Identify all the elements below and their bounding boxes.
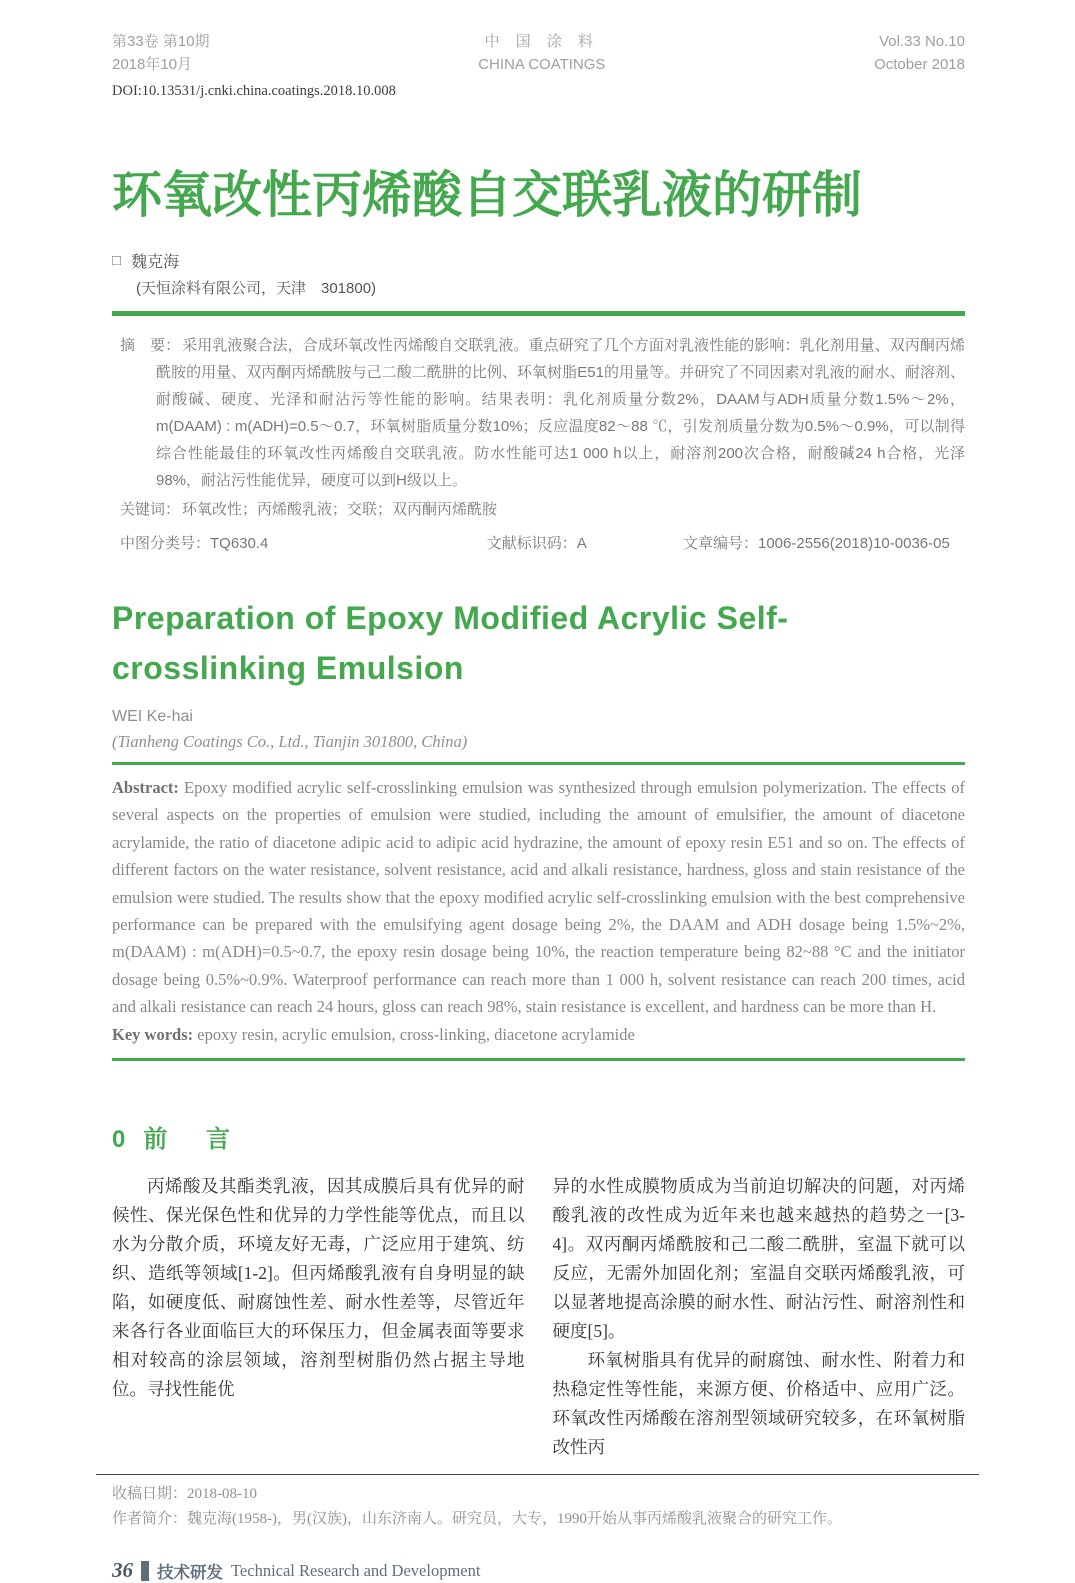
abstract-en-label: Abstract: — [112, 778, 179, 797]
volume-issue: 第33卷 第10期 — [112, 33, 210, 50]
article-id-cell — [675, 532, 965, 553]
author-bio-line — [112, 1507, 965, 1532]
received-label: 收稿日期： — [112, 1486, 188, 1503]
doc-code-cell — [479, 532, 675, 553]
abstract-zh-label: 摘 要： — [120, 337, 181, 354]
masthead-center — [478, 30, 605, 76]
vol-no-en: Vol.33 No.10 — [879, 33, 965, 50]
clc-cell — [112, 532, 479, 553]
abstract-en-text: Epoxy modified acrylic self-crosslinking emulsion was synthesized through emulsion polymerization. The effects of several aspects on the properties of emulsion were studied, including the amount of emulsifier, the amount of diacetone acrylamide, the ratio of diacetone adipic acid to adipic acid hydrazine, the amount of epoxy resin E51 and so on. The effects of different factors on the water resistance, solvent resistance, acid and alkali resistance, hardness, gloss and stain resistance of the emulsion were studied. The results show that the epoxy modified acrylic self-crosslinking emulsion with the best comprehensive performance can be prepared with the emulsifying agent dosage being 2%, the DAAM and ADH dosage being 1.5%~2%, m(DAAM) : m(ADH)=0.5~0.7, the epoxy resin dosage being 10%, the reaction temperature being 82~88 °C and the initiator dosage being 0.5%~0.9%. Waterproof performance can reach more than 1 000 h, solvent resistance can reach 200 times, acid and alkali resistance can reach 24 hours, gloss can reach 98%, stain resistance is excellent, and hardness can be more than H. — [112, 778, 965, 1017]
masthead-right — [874, 30, 965, 76]
affiliation-en: (Tianheng Coatings Co., Ltd., Tianjin 301800, China) — [112, 732, 468, 751]
received-date-line — [112, 1482, 965, 1507]
footnotes — [112, 1482, 965, 1532]
article-id-label: 文章编号： — [682, 535, 758, 552]
divider-green-thin-bottom — [112, 1058, 965, 1061]
keywords-en-text: epoxy resin, acrylic emulsion, cross-linking, diacetone acrylamide — [197, 1024, 635, 1044]
author-row — [112, 249, 965, 272]
keywords-zh-text: 环氧改性；丙烯酸乳液；交联；双丙酮丙烯酰胺 — [182, 501, 498, 518]
clc-value: TQ630.4 — [210, 535, 269, 552]
body-column-right — [553, 1172, 966, 1462]
keywords-zh — [112, 497, 965, 523]
author-name-zh: 魏克海 — [131, 254, 180, 271]
footer-section-en: Technical Research and Development — [231, 1560, 481, 1580]
bio-text: 魏克海(1958-)，男(汉族)，山东济南人。研究员，大专，1990开始从事丙烯酸乳液聚合的研究工作。 — [187, 1511, 842, 1528]
section-number: 0 — [112, 1126, 126, 1154]
abstract-en — [112, 774, 965, 1021]
classification-row — [112, 532, 965, 553]
page-number: 36 — [112, 1558, 133, 1583]
footnote-divider — [96, 1474, 979, 1475]
keywords-zh-label: 关键词： — [120, 501, 181, 518]
abstract-zh-text: 采用乳液聚合法，合成环氧改性丙烯酸自交联乳液。重点研究了几个方面对乳液性能的影响：乳化剂用量、双丙酮丙烯酰胺的用量、双丙酮丙烯酰胺与己二酸二酰肼的比例、环氧树脂E51的用量等。并研究了不同因素对乳液的耐水、耐溶剂、耐酸碱、硬度、光泽和耐沾污等性能的影响。结果表明：乳化剂质量分数2%，DAAM与ADH质量分数1.5%～2%，m(DAAM) : m(ADH)=0.5～0.7，环氧树脂质量分数10%；反应温度82～88 ℃，引发剂质量分数为0.5%～0.9%，可以制得综合性能最佳的环氧改性丙烯酸自交联乳液。防水性能可达1 000 h以上，耐溶剂200次合格，耐酸碱24 h合格，光泽98%，耐沾污性能优异，硬度可以到H级以上。 — [156, 337, 965, 489]
issue-date-en: October 2018 — [874, 56, 965, 73]
abstract-zh — [112, 332, 965, 494]
body-paragraph: 丙烯酸及其酯类乳液，因其成膜后具有优异的耐候性、保光保色性和优异的力学性能等优点，而且以水为分散介质，环境友好无毒，广泛应用于建筑、纺织、造纸等领域[1-2]。但丙烯酸乳液有自身明显的缺陷，如硬度低、耐腐蚀性差、耐水性差等，尽管近年来各行各业面临巨大的环保压力，但金属表面等要求相对较高的涂层领域，溶剂型树脂仍然占据主导地位。寻找性能优 — [112, 1176, 525, 1400]
author-marker-square: □ — [112, 252, 122, 269]
section-heading-intro — [112, 1119, 965, 1154]
divider-green-thick — [112, 311, 965, 316]
bio-label: 作者简介： — [112, 1511, 188, 1528]
section-title: 前 言 — [143, 1126, 247, 1154]
journal-title-en: CHINA COATINGS — [478, 56, 606, 73]
article-id-value: 1006-2556(2018)10-0036-05 — [757, 535, 950, 552]
journal-title-zh: 中 国 涂 料 — [484, 33, 600, 50]
keywords-en-label: Key words: — [112, 1024, 194, 1044]
body-column-left — [112, 1172, 525, 1462]
clc-label: 中图分类号： — [120, 535, 211, 552]
keywords-en — [112, 1021, 965, 1048]
footer-bar-icon — [141, 1561, 149, 1581]
doc-code-value: A — [576, 535, 587, 552]
received-value: 2018-08-10 — [187, 1486, 258, 1503]
issue-date-zh: 2018年10月 — [112, 56, 193, 73]
article-title-en: Preparation of Epoxy Modified Acrylic Self-crosslinking Emulsion — [112, 600, 789, 686]
doc-code-label: 文献标识码： — [486, 535, 577, 552]
body-columns — [112, 1172, 965, 1462]
footer-section-zh: 技术研发 — [157, 1562, 223, 1582]
body-paragraph: 异的水性成膜物质成为当前迫切解决的问题，对丙烯酸乳液的改性成为近年来也越来越热的趋势之一[3-4]。双丙酮丙烯酰胺和己二酸二酰肼，室温下就可以反应，无需外加固化剂；室温自交联丙烯酸乳液，可以显著地提高涂膜的耐水性、耐沾污性、耐溶剂性和硬度[5]。 — [552, 1176, 965, 1342]
masthead-left — [112, 30, 210, 76]
article-title-zh: 环氧改性丙烯酸自交联乳液的研制 — [112, 167, 862, 223]
page-footer — [112, 1558, 965, 1583]
affiliation-zh: (天恒涂料有限公司，天津 301800) — [136, 280, 377, 297]
masthead — [112, 30, 965, 76]
author-name-en: WEI Ke-hai — [112, 708, 193, 725]
body-paragraph: 环氧树脂具有优异的耐腐蚀、耐水性、附着力和热稳定性等性能，来源方便、价格适中、应用广泛。环氧改性丙烯酸在溶剂型领域研究较多，在环氧树脂改性丙 — [552, 1350, 965, 1458]
doi-line: DOI:10.13531/j.cnki.china.coatings.2018.10.008 — [112, 83, 396, 99]
divider-green-thin-top — [112, 762, 965, 765]
